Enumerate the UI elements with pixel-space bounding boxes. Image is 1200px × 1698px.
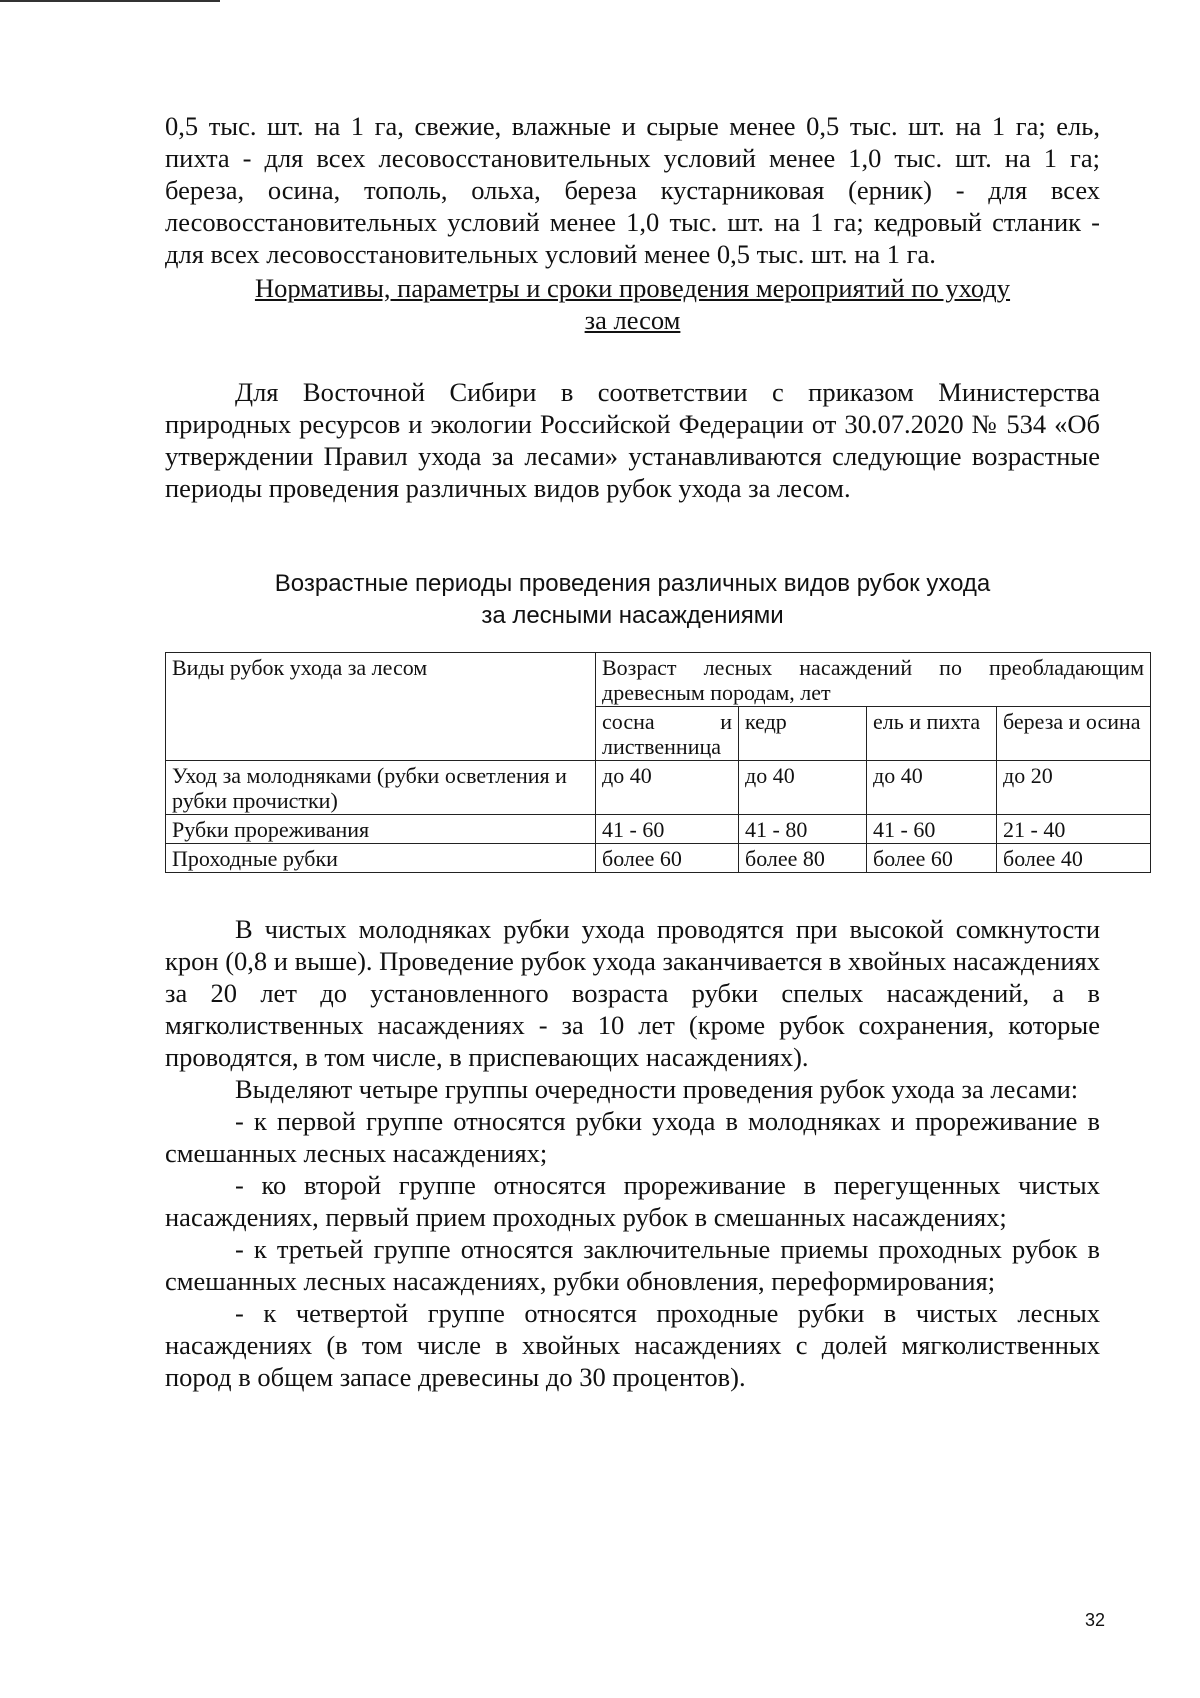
- value-cell: 41 - 60: [596, 815, 739, 844]
- species-cell: сосна и лиственница: [596, 707, 739, 761]
- intro-paragraph: 0,5 тыс. шт. на 1 га, свежие, влажные и сырые менее 0,5 тыс. шт. на 1 га; ель, пихта - для всех лесовосстановительных условий менее 1,0 тыс. шт. на 1 га; береза, осина, тополь, ольха, береза кустарниковая (ерник) - для всех лесовосстановительных условий менее 1,0 тыс. шт. на 1 га; кедровый стланик - для всех лесовосстановительных условий менее 0,5 тыс. шт. на 1 га.: [165, 111, 1100, 269]
- section-heading: [165, 272, 1100, 336]
- group-item-2: - ко второй группе относятся прореживание в перегущенных чистых насаждениях, первый прием проходных рубок в смешанных насаждениях;: [165, 1170, 1100, 1232]
- header-cut-kind: Виды рубок ухода за лесом: [166, 653, 596, 761]
- paragraph-young-stands: В чистых молодняках рубки ухода проводятся при высокой сомкнутости крон (0,8 и выше). Проведение рубок ухода заканчивается в хвойных насаждениях за 20 лет до установленного возраста рубки спелых насаждений, а в мягколиственных насаждениях - за 10 лет (кроме рубок сохранения, которые проводятся, в том числе, в приспевающих насаждениях).: [165, 914, 1100, 1072]
- species-cell: береза и осина: [997, 707, 1151, 761]
- document-page: [165, 110, 1144, 1393]
- group-item-3: - к третьей группе относятся заключительные приемы проходных рубок в смешанных лесных насаждениях, рубки обновления, переформирования;: [165, 1234, 1100, 1296]
- age-periods-table: [165, 652, 1151, 873]
- row-kind-cell: Уход за молодняками (рубки осветления и рубки прочистки): [166, 761, 596, 815]
- value-cell: 41 - 80: [739, 815, 867, 844]
- row-kind-cell: Проходные рубки: [166, 844, 596, 873]
- value-cell: более 60: [596, 844, 739, 873]
- value-cell: до 40: [739, 761, 867, 815]
- section-heading-line-2: за лесом: [584, 305, 681, 335]
- value-cell: до 40: [596, 761, 739, 815]
- header-age: Возраст лесных насаждений по преобладающим древесным породам, лет: [596, 653, 1151, 707]
- table-row: [166, 761, 1151, 815]
- paragraph-east-siberia: Для Восточной Сибири в соответствии с приказом Министерства природных ресурсов и экологии Российской Федерации от 30.07.2020 № 534 «Об утверждении Правил ухода за лесами» устанавливаются следующие возрастные периоды проведения различных видов рубок ухода за лесом.: [165, 377, 1100, 503]
- scan-edge-line: [0, 0, 220, 2]
- group-item-1: - к первой группе относятся рубки ухода в молодняках и прореживание в смешанных лесных насаждениях;: [165, 1106, 1100, 1168]
- table-caption-line-1: Возрастные периоды проведения различных видов рубок ухода: [274, 570, 991, 597]
- table-header-row: [166, 653, 1151, 707]
- value-cell: более 60: [867, 844, 997, 873]
- table-row: [166, 815, 1151, 844]
- paragraph-four-groups: Выделяют четыре группы очередности проведения рубок ухода за лесами:: [235, 1074, 1079, 1104]
- species-cell: ель и пихта: [867, 707, 997, 761]
- page-number: 32: [1085, 1610, 1106, 1630]
- group-item-4: - к четвертой группе относятся проходные рубки в чистых лесных насаждениях (в том числе в хвойных насаждениях с долей мягколиственных пород в общем запасе древесины до 30 процентов).: [165, 1298, 1100, 1392]
- table-caption: [165, 568, 1100, 632]
- value-cell: более 40: [997, 844, 1151, 873]
- row-kind-cell: Рубки прореживания: [166, 815, 596, 844]
- value-cell: 21 - 40: [997, 815, 1151, 844]
- section-heading-line-1: Нормативы, параметры и сроки проведения мероприятий по уходу: [254, 273, 1011, 303]
- value-cell: до 20: [997, 761, 1151, 815]
- value-cell: 41 - 60: [867, 815, 997, 844]
- value-cell: более 80: [739, 844, 867, 873]
- value-cell: до 40: [867, 761, 997, 815]
- species-cell: кедр: [739, 707, 867, 761]
- table-caption-line-2: за лесными насаждениями: [481, 602, 784, 629]
- table-row: [166, 844, 1151, 873]
